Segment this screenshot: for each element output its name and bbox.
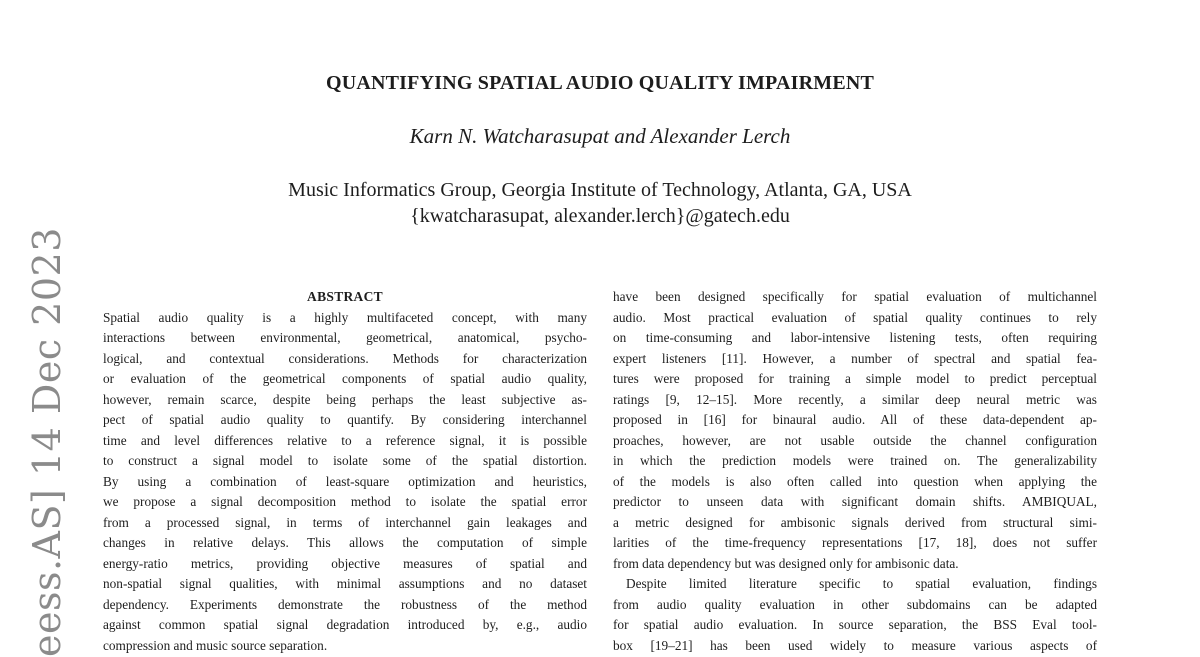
text-line: however, remain scarce, despite being perhaps the least subjective as- <box>103 391 587 407</box>
text-line: against common spatial signal degradation introduced by, e.g., audio <box>103 617 587 632</box>
paper-authors: Karn N. Watcharasupat and Alexander Lerch <box>409 124 791 148</box>
text-line: compression and music source separation. <box>103 637 328 653</box>
paper-affiliation: Music Informatics Group, Georgia Institute of Technology, Atlanta, GA, USA <box>288 179 912 201</box>
two-column-body <box>103 287 1097 656</box>
text-line: By using a combination of least-square optimization and heuristics, <box>103 473 587 489</box>
text-line: Despite limited literature specific to spatial evaluation, findings <box>626 576 1097 591</box>
text-line: tures were proposed for training a simple model to predict perceptual <box>613 371 1097 386</box>
paper-title: QUANTIFYING SPATIAL AUDIO QUALITY IMPAIRMENT <box>325 72 875 94</box>
text-line: or evaluation of the geometrical components of spatial audio quality, <box>103 371 587 386</box>
abstract-heading: ABSTRACT <box>307 289 383 304</box>
text-line: logical, and contextual considerations. Methods for characterization <box>103 350 587 366</box>
text-line: non-spatial signal qualities, with minimal assumptions and no dataset <box>103 576 587 591</box>
text-line: changes in relative delays. This allows the computation of simple <box>103 535 587 550</box>
text-line: time and level differences relative to a reference signal, it is possible <box>103 432 587 448</box>
text-line: from audio quality evaluation in other subdomains can be adapted <box>613 596 1097 612</box>
text-line: interactions between environmental, geometrical, anatomical, psycho- <box>103 330 587 345</box>
text-line: expert listeners [11]. However, a number of spectral and spatial fea- <box>613 350 1097 366</box>
text-line: proposed in [16] for binaural audio. All of these data-dependent ap- <box>613 412 1097 427</box>
text-line: we propose a signal decomposition method to isolate the spatial error <box>103 494 587 509</box>
text-line: in which the prediction models were trained on. The generalizability <box>613 453 1097 468</box>
intro-text <box>613 287 1097 656</box>
text-line: from data dependency but was designed only for ambisonic data. <box>613 555 959 571</box>
intro-column <box>613 287 1097 656</box>
text-line: to construct a signal model to isolate some of the spatial distortion. <box>103 453 587 468</box>
text-line: dependency. Experiments demonstrate the robustness of the method <box>103 596 587 612</box>
text-line: a metric designed for ambisonic signals derived from structural simi- <box>613 514 1097 530</box>
text-line: audio. Most practical evaluation of spatial quality continues to rely <box>613 309 1097 325</box>
text-line: ratings [9, 12–15]. More recently, a similar deep neural metric was <box>613 391 1097 407</box>
paper-email: {kwatcharasupat, alexander.lerch}@gatech.edu <box>410 205 790 227</box>
text-line: energy-ratio metrics, providing objective measures of spatial and <box>103 555 587 571</box>
text-line: predictor to unseen data with significant domain shifts. AMBIQUAL, <box>613 494 1097 509</box>
text-line: have been designed specifically for spatial evaluation of multichannel <box>613 289 1097 304</box>
text-line: on time-consuming and labor-intensive listening tests, often requiring <box>613 330 1097 345</box>
text-line: from a processed signal, in terms of interchannel gain leakages and <box>103 514 587 530</box>
text-line: larities of the time-frequency representations [17, 18], does not suffer <box>613 535 1097 550</box>
text-line: pect of spatial audio quality to quantify. By considering interchannel <box>103 412 587 427</box>
text-line: Spatial audio quality is a highly multifaceted concept, with many <box>103 309 587 325</box>
arxiv-banner: eess.AS] 14 Dec 2023 <box>25 227 69 657</box>
affiliation-block <box>0 177 1200 229</box>
text-line: of the models is also often called into question when applying the <box>613 473 1097 489</box>
text-line: for spatial audio evaluation. In source separation, the BSS Eval tool- <box>613 617 1097 632</box>
abstract-column <box>103 287 587 656</box>
text-line: box [19–21] has been used widely to measure various aspects of <box>613 637 1097 653</box>
text-line: proaches, however, are not usable outside the channel configuration <box>613 432 1097 448</box>
abstract-text <box>103 308 587 657</box>
